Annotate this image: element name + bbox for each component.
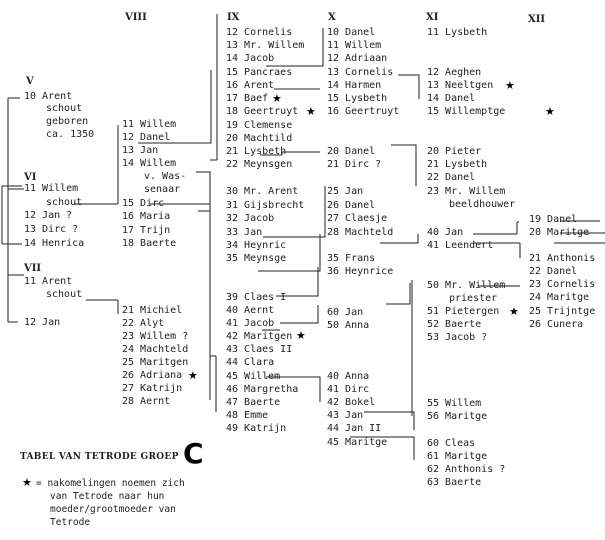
- person-gen11: 12 Aeghen: [427, 67, 482, 78]
- header-gen-9: IX: [227, 12, 240, 23]
- person-gen6-jan: 12 Jan ?: [24, 210, 73, 221]
- person-gen11: 23 Mr. Willem: [427, 186, 506, 197]
- person-gen5-arent: 10 Arent: [24, 91, 73, 102]
- person-gen12: 21 Anthonis: [529, 253, 596, 264]
- person-gen11: 50 Mr. Willem: [427, 280, 506, 291]
- person-gen8: 22 Alyt: [122, 318, 165, 329]
- person-gen5-born: geboren: [46, 116, 89, 127]
- person-gen6-dirc: 13 Dirc ?: [24, 224, 79, 235]
- person-gen9: 13 Mr. Willem: [226, 40, 305, 51]
- header-gen-11: XI: [426, 12, 439, 23]
- person-gen11-note: beeldhouwer: [449, 199, 516, 210]
- person-gen12: 26 Cunera: [529, 319, 584, 330]
- person-gen9: 15 Pancraes: [226, 67, 293, 78]
- person-gen7-arent: 11 Arent: [24, 276, 73, 287]
- star-icon: ★: [306, 105, 316, 118]
- person-gen9: 19 Clemense: [226, 120, 293, 131]
- person-gen8: 12 Danel: [122, 132, 171, 143]
- person-gen11: 60 Cleas: [427, 438, 476, 449]
- person-gen9: 14 Jacob: [226, 53, 275, 64]
- header-gen-7: VII: [24, 263, 42, 274]
- person-gen8: 13 Jan: [122, 145, 159, 156]
- person-gen11: 11 Lysbeth: [427, 27, 488, 38]
- person-gen7-jan: 12 Jan: [24, 317, 61, 328]
- person-gen10: 10 Danel: [327, 27, 376, 38]
- person-gen8: 26 Adriana: [122, 370, 183, 381]
- person-gen10: 60 Jan: [327, 307, 364, 318]
- person-gen11: 13 Neeltgen: [427, 80, 494, 91]
- person-gen10: 25 Jan: [327, 186, 364, 197]
- person-gen8: 18 Baerte: [122, 238, 177, 249]
- legend-note-line-4: Tetrode: [50, 517, 91, 528]
- legend-title: TABEL VAN TETRODE GROEP: [20, 452, 179, 462]
- star-icon: ★: [22, 476, 32, 489]
- person-gen11: 41 Leendert: [427, 240, 494, 251]
- person-gen9: 43 Claes II: [226, 344, 293, 355]
- person-gen9: 44 Clara: [226, 357, 275, 368]
- person-gen10: 15 Lysbeth: [327, 93, 388, 104]
- person-gen6-henrica: 14 Henrica: [24, 238, 85, 249]
- person-gen10: 12 Adriaan: [327, 53, 388, 64]
- person-gen9: 31 Gijsbrecht: [226, 200, 305, 211]
- person-gen9: 18 Geertruyt: [226, 106, 299, 117]
- legend-note-line-1: = nakomelingen noemen zich: [36, 478, 185, 489]
- person-gen9: 33 Jan: [226, 227, 263, 238]
- person-gen9: 39 Claes I: [226, 292, 287, 303]
- person-gen8: 14 Willem: [122, 158, 177, 169]
- person-gen9: 30 Mr. Arent: [226, 186, 299, 197]
- person-gen6-role: schout: [46, 197, 83, 208]
- person-gen7-role: schout: [46, 289, 83, 300]
- person-gen10: 27 Claesje: [327, 213, 388, 224]
- person-gen9: 46 Margretha: [226, 384, 299, 395]
- person-gen12: 24 Maritge: [529, 292, 590, 303]
- star-icon: ★: [188, 369, 198, 382]
- person-gen5-role: schout: [46, 103, 83, 114]
- person-gen10: 16 Geertruyt: [327, 106, 400, 117]
- person-gen10: 20 Danel: [327, 146, 376, 157]
- star-icon: ★: [296, 329, 306, 342]
- person-gen9: 35 Meynsge: [226, 253, 287, 264]
- person-gen8: 24 Machteld: [122, 344, 189, 355]
- person-gen11: 62 Anthonis ?: [427, 464, 506, 475]
- person-gen10: 44 Jan II: [327, 423, 382, 434]
- person-gen9: 47 Baerte: [226, 397, 281, 408]
- person-gen8: 28 Aernt: [122, 396, 171, 407]
- star-icon: ★: [545, 105, 555, 118]
- person-gen9: 21 Lysbeth: [226, 146, 287, 157]
- person-gen11: 55 Willem: [427, 398, 482, 409]
- person-gen8: 25 Maritgen: [122, 357, 189, 368]
- person-gen10: 21 Dirc ?: [327, 159, 382, 170]
- person-gen9: 48 Emme: [226, 410, 269, 421]
- person-gen9: 45 Willem: [226, 371, 281, 382]
- header-gen-8: VIII: [125, 12, 147, 23]
- person-gen9: 41 Jacob: [226, 318, 275, 329]
- person-gen8-note: v. Was-: [144, 171, 187, 182]
- person-gen9: 49 Katrijn: [226, 423, 287, 434]
- person-gen8: 27 Katrijn: [122, 383, 183, 394]
- person-gen10: 35 Frans: [327, 253, 376, 264]
- person-gen12: 20 Maritge: [529, 227, 590, 238]
- legend-group-letter: C: [183, 437, 204, 470]
- person-gen5-year: ca. 1350: [46, 129, 95, 140]
- star-icon: ★: [272, 92, 282, 105]
- person-gen12: 22 Danel: [529, 266, 578, 277]
- header-gen-10: X: [328, 12, 336, 23]
- person-gen8: 23 Willem ?: [122, 331, 189, 342]
- person-gen8: 17 Trijn: [122, 225, 171, 236]
- person-gen8: 16 Maria: [122, 211, 171, 222]
- person-gen9: 17 Baef: [226, 93, 269, 104]
- person-gen12: 19 Danel: [529, 214, 578, 225]
- person-gen9: 40 Aernt: [226, 305, 275, 316]
- person-gen8: 21 Michiel: [122, 305, 183, 316]
- person-gen11: 63 Baerte: [427, 477, 482, 488]
- person-gen8: 11 Willem: [122, 119, 177, 130]
- person-gen9: 16 Arent: [226, 80, 275, 91]
- person-gen11: 40 Jan: [427, 227, 464, 238]
- header-gen-12: XII: [528, 14, 546, 25]
- person-gen11: 14 Danel: [427, 93, 476, 104]
- person-gen11: 61 Maritge: [427, 451, 488, 462]
- person-gen9: 42 Maritgen: [226, 331, 293, 342]
- person-gen9: 32 Jacob: [226, 213, 275, 224]
- person-gen10: 45 Maritge: [327, 437, 388, 448]
- person-gen10: 50 Anna: [327, 320, 370, 331]
- person-gen9: 22 Meynsgen: [226, 159, 293, 170]
- person-gen10: 28 Machteld: [327, 227, 394, 238]
- star-icon: ★: [509, 305, 519, 318]
- star-icon: ★: [505, 79, 515, 92]
- person-gen10: 41 Dirc: [327, 384, 370, 395]
- person-gen8: 15 Dirc: [122, 198, 165, 209]
- legend-note-line-3: moeder/grootmoeder van: [50, 504, 176, 515]
- person-gen10: 40 Anna: [327, 371, 370, 382]
- person-gen6-willem: 11 Willem: [24, 183, 79, 194]
- person-gen11: 20 Pieter: [427, 146, 482, 157]
- person-gen12: 25 Trijntge: [529, 306, 596, 317]
- header-gen-5: V: [26, 76, 34, 87]
- person-gen11: 51 Pietergen: [427, 306, 500, 317]
- person-gen11: 21 Lysbeth: [427, 159, 488, 170]
- legend-note-line-2: van Tetrode naar hun: [50, 491, 165, 502]
- person-gen10: 36 Heynrice: [327, 266, 394, 277]
- person-gen11-note: priester: [449, 293, 498, 304]
- person-gen10: 42 Bokel: [327, 397, 376, 408]
- person-gen11: 53 Jacob ?: [427, 332, 488, 343]
- person-gen10: 43 Jan: [327, 410, 364, 421]
- person-gen11: 52 Baerte: [427, 319, 482, 330]
- person-gen9: 12 Cornelis: [226, 27, 293, 38]
- person-gen10: 14 Harmen: [327, 80, 382, 91]
- person-gen12: 23 Cornelis: [529, 279, 596, 290]
- person-gen11: 22 Danel: [427, 172, 476, 183]
- person-gen10: 26 Danel: [327, 200, 376, 211]
- person-gen8-note: senaar: [144, 184, 181, 195]
- person-gen9: 34 Heynric: [226, 240, 287, 251]
- header-gen-6: VI: [24, 172, 37, 183]
- person-gen9: 20 Machtild: [226, 133, 293, 144]
- person-gen10: 13 Cornelis: [327, 67, 394, 78]
- person-gen10: 11 Willem: [327, 40, 382, 51]
- person-gen11: 56 Maritge: [427, 411, 488, 422]
- person-gen11: 15 Willemptge: [427, 106, 506, 117]
